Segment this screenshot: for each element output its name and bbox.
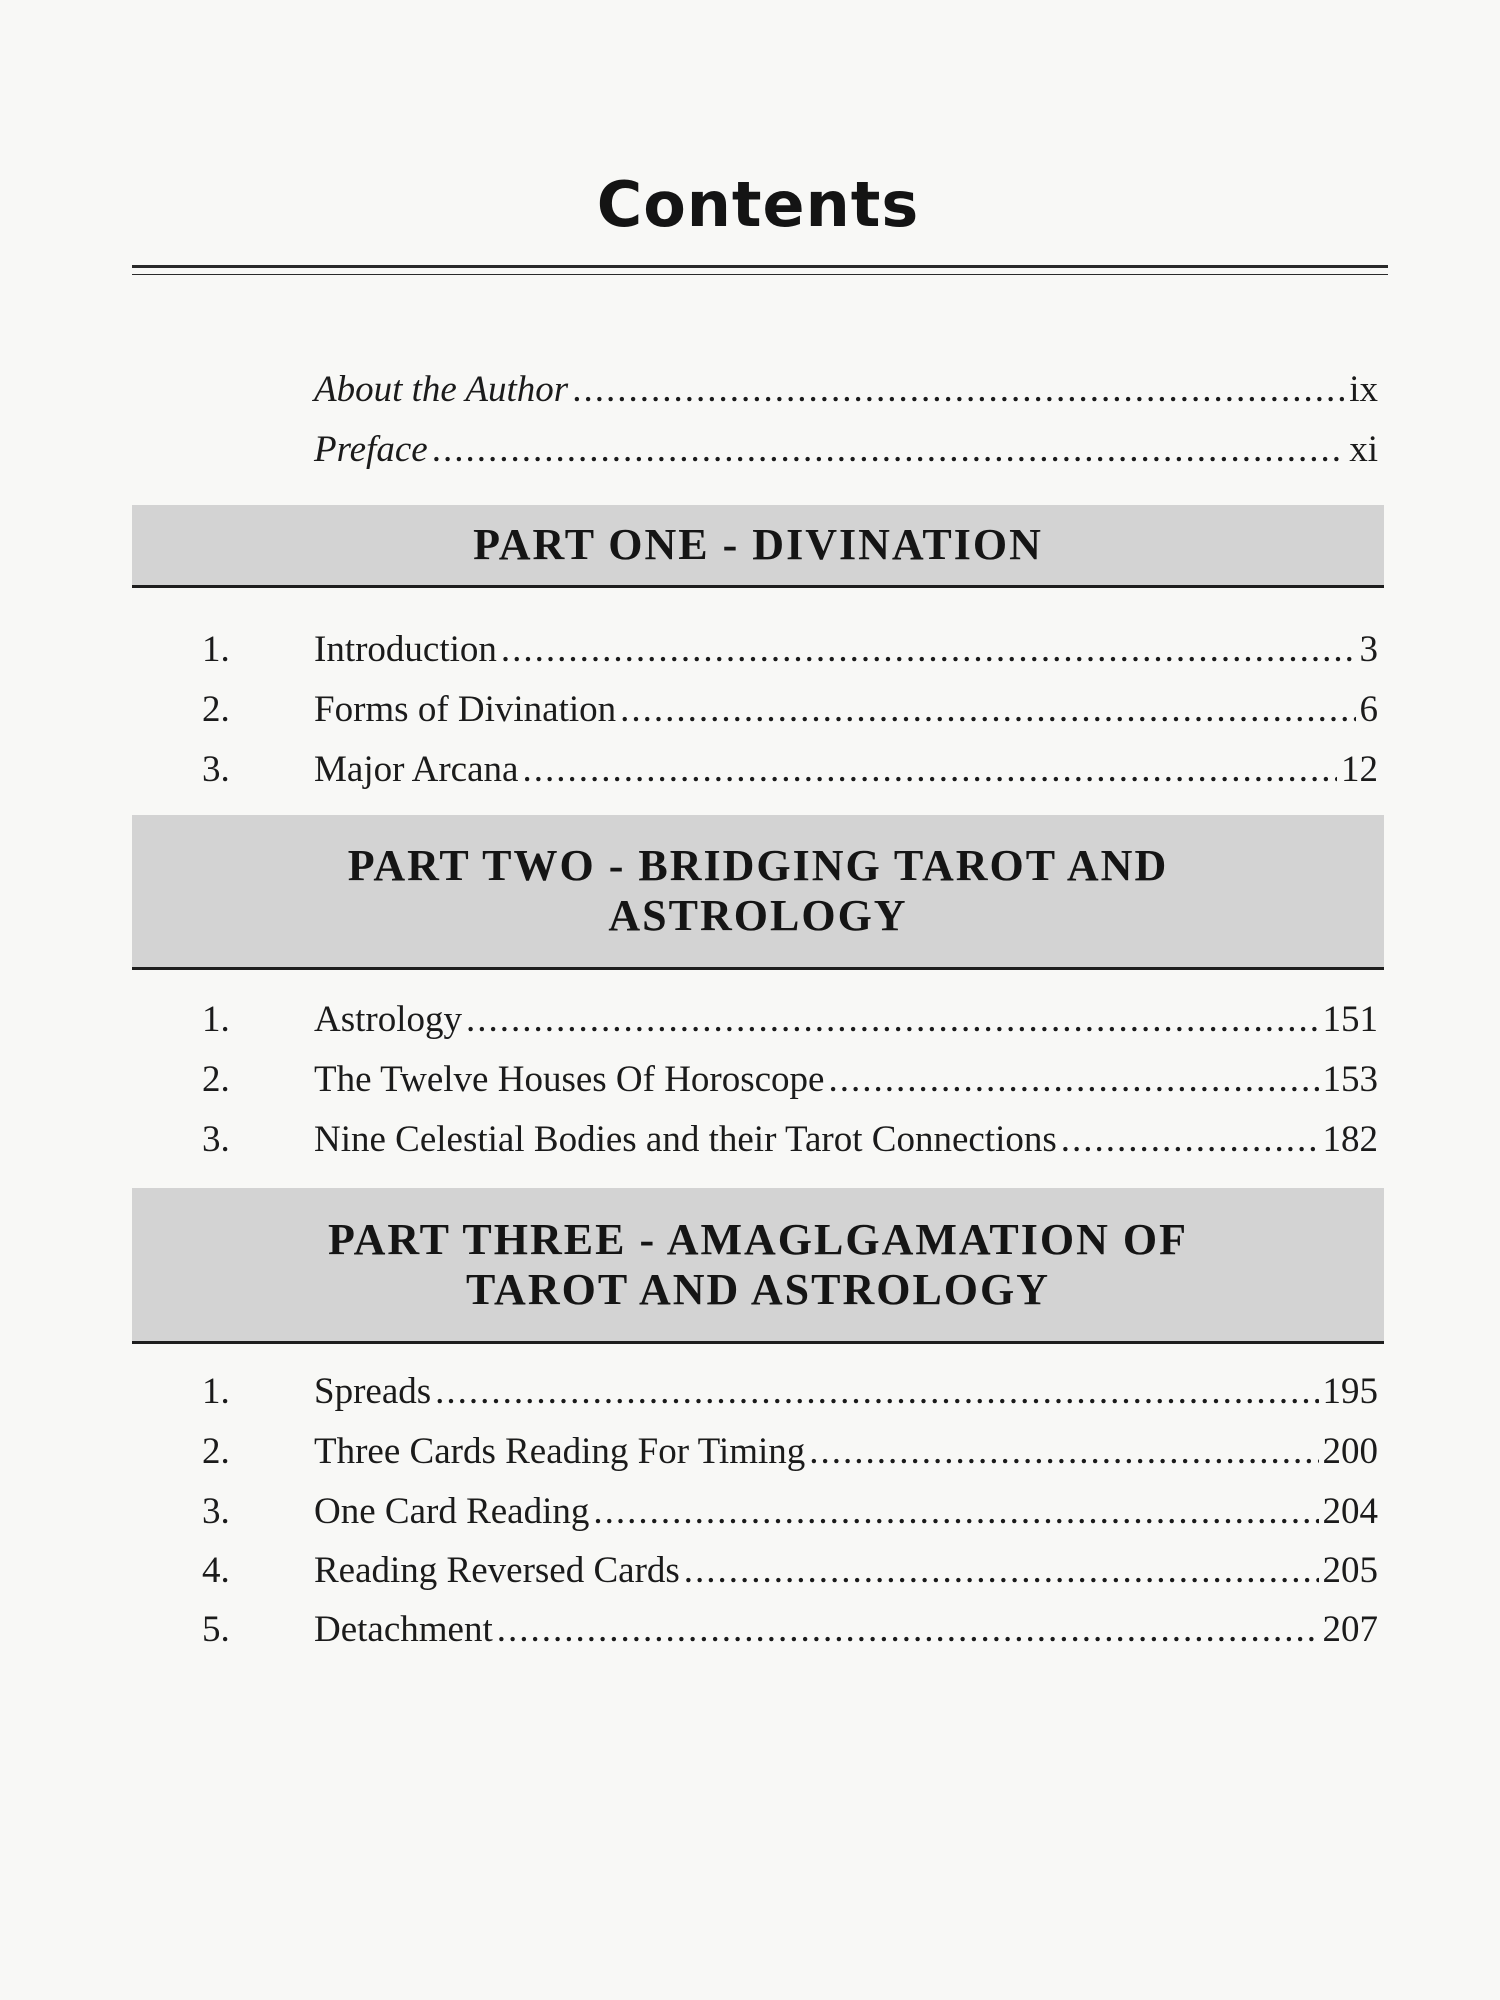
entry-page: 205 — [1322, 1550, 1378, 1591]
entry-label: Three Cards Reading For Timing — [314, 1431, 806, 1472]
entry-page: 200 — [1322, 1431, 1378, 1472]
part-two-heading — [132, 815, 1384, 970]
part-title-line: TAROT AND ASTROLOGY — [465, 1264, 1051, 1314]
toc-entry-preface[interactable] — [0, 422, 1500, 478]
entry-label: The Twelve Houses Of Horoscope — [314, 1059, 825, 1100]
dot-leader — [432, 422, 1346, 478]
dot-leader — [620, 682, 1355, 738]
toc-entry[interactable] — [0, 1112, 1500, 1168]
entry-label: Astrology — [314, 999, 462, 1040]
dot-leader — [1061, 1112, 1319, 1168]
entry-page: 12 — [1341, 749, 1378, 790]
entry-page: 204 — [1322, 1491, 1378, 1532]
entry-number: 5. — [202, 1609, 230, 1650]
toc-entry[interactable] — [0, 992, 1500, 1048]
dot-leader — [593, 1484, 1318, 1540]
dot-leader — [435, 1364, 1318, 1420]
entry-label: Spreads — [314, 1371, 432, 1412]
entry-label: Forms of Divination — [314, 689, 617, 730]
title-divider — [132, 265, 1388, 275]
toc-entry[interactable] — [0, 1052, 1500, 1108]
entry-label: Preface — [314, 429, 428, 470]
entry-label: One Card Reading — [314, 1491, 590, 1532]
toc-entry[interactable] — [0, 622, 1500, 678]
entry-label: Major Arcana — [314, 749, 519, 790]
toc-entry[interactable] — [0, 742, 1500, 798]
entry-number: 2. — [202, 1431, 230, 1472]
page-title: Contents — [596, 168, 920, 241]
entry-page: 151 — [1322, 999, 1378, 1040]
entry-label: Nine Celestial Bodies and their Tarot Connections — [314, 1119, 1057, 1160]
dot-leader — [522, 742, 1337, 798]
entry-page: 153 — [1322, 1059, 1378, 1100]
dot-leader — [466, 992, 1319, 1048]
entry-number: 1. — [202, 629, 230, 670]
entry-page: xi — [1349, 429, 1378, 470]
dot-leader — [572, 362, 1345, 418]
entry-number: 4. — [202, 1550, 230, 1591]
entry-number: 1. — [202, 999, 230, 1040]
dot-leader — [684, 1543, 1319, 1599]
toc-entry-about-author[interactable] — [0, 362, 1500, 418]
toc-entry[interactable] — [0, 1364, 1500, 1420]
part-three-heading — [132, 1188, 1384, 1344]
entry-number: 3. — [202, 1119, 230, 1160]
entry-page: 3 — [1359, 629, 1378, 670]
entry-label: Introduction — [314, 629, 497, 670]
entry-number: 1. — [202, 1371, 230, 1412]
part-title-line: PART THREE - AMAGLGAMATION OF — [328, 1214, 1188, 1264]
entry-page: 6 — [1359, 689, 1378, 730]
entry-page: 207 — [1322, 1609, 1378, 1650]
toc-entry[interactable] — [0, 682, 1500, 738]
dot-leader — [501, 622, 1356, 678]
part-title-line: PART TWO - BRIDGING TAROT AND — [347, 841, 1169, 890]
toc-entry[interactable] — [0, 1602, 1500, 1658]
dot-leader — [828, 1052, 1318, 1108]
entry-number: 3. — [202, 1491, 230, 1532]
entry-page: 182 — [1322, 1119, 1378, 1160]
dot-leader — [809, 1424, 1318, 1480]
dot-leader — [497, 1602, 1319, 1658]
entry-label: About the Author — [314, 369, 569, 410]
entry-number: 3. — [202, 749, 230, 790]
toc-entry[interactable] — [0, 1543, 1500, 1599]
entry-page: ix — [1349, 369, 1378, 410]
toc-entry[interactable] — [0, 1484, 1500, 1540]
part-title: PART ONE - DIVINATION — [473, 520, 1043, 569]
toc-entry[interactable] — [0, 1424, 1500, 1480]
entry-number: 2. — [202, 689, 230, 730]
entry-label: Reading Reversed Cards — [314, 1550, 680, 1591]
part-one-heading — [132, 505, 1384, 588]
entry-page: 195 — [1322, 1371, 1378, 1412]
part-title-line: ASTROLOGY — [608, 891, 908, 940]
entry-number: 2. — [202, 1059, 230, 1100]
entry-label: Detachment — [314, 1609, 493, 1650]
